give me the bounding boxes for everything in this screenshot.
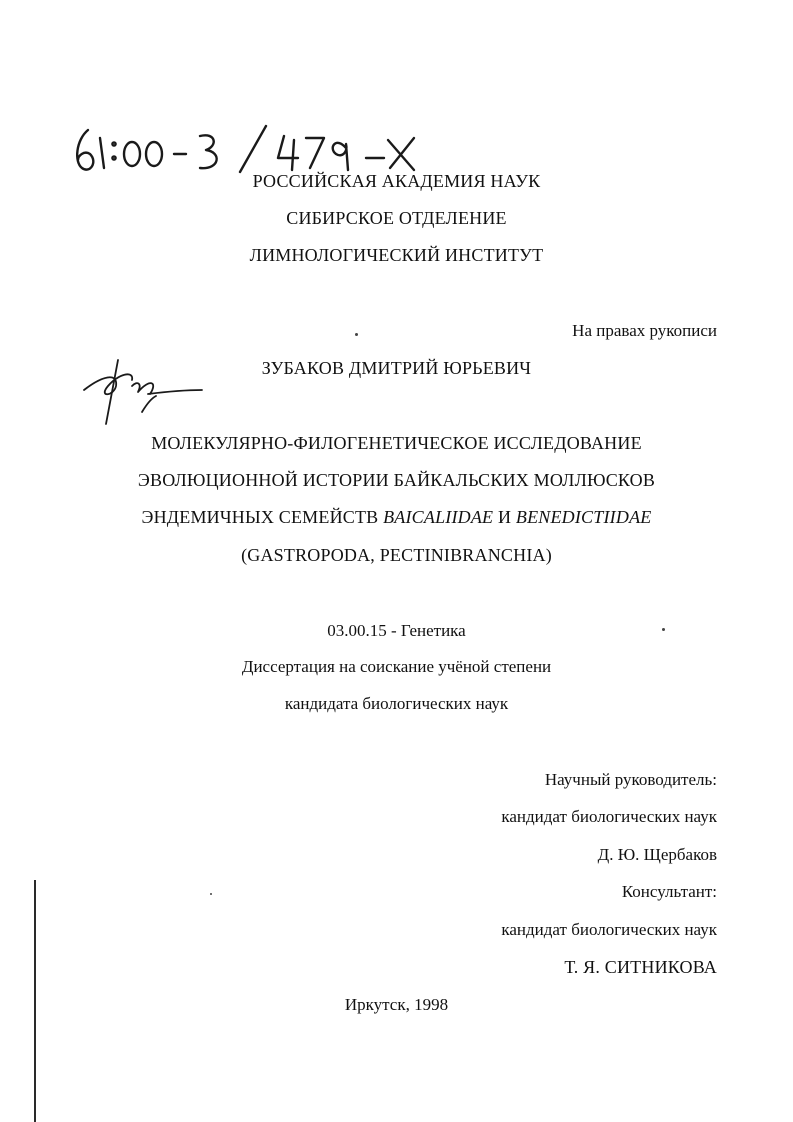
org-line-branch: СИБИРСКОЕ ОТДЕЛЕНИЕ — [286, 208, 507, 228]
family-benedictiidae: BENEDICTIIDAE — [515, 507, 652, 527]
title-line-3 — [0, 507, 793, 527]
specialty: 03.00.15 - Генетика — [327, 621, 466, 640]
supervisor-name: Д. Ю. Щербаков — [597, 845, 717, 864]
org-line-institute: ЛИМНОЛОГИЧЕСКИЙ ИНСТИТУТ — [249, 245, 544, 265]
supervisor-label: Научный руководитель: — [544, 770, 717, 789]
consultant-name: Т. Я. СИТНИКОВА — [564, 957, 717, 977]
scan-speck — [355, 333, 358, 336]
consultant-label: Консультант: — [621, 882, 717, 901]
supervisor-degree: кандидат биологических наук — [501, 807, 717, 826]
degree-line-2: кандидата биологических наук — [284, 694, 509, 713]
consultant-degree: кандидат биологических наук — [501, 920, 717, 939]
degree-line-1: Диссертация на соискание учёной степени — [241, 657, 552, 676]
family-baicaliidae: BAICALIIDAE — [383, 507, 494, 527]
title-line-1: МОЛЕКУЛЯРНО-ФИЛОГЕНЕТИЧЕСКОЕ ИССЛЕДОВАНИЕ — [151, 433, 642, 453]
title-line-3-prefix: ЭНДЕМИЧНЫХ СЕМЕЙСТВ — [141, 507, 384, 527]
title-line-4: (GASTROPODA, PECTINIBRANCHIA) — [241, 545, 552, 565]
scan-speck — [662, 628, 665, 631]
scan-speck — [210, 893, 212, 895]
title-line-3-conjunction: И — [493, 507, 516, 527]
manuscript-note: На правах рукописи — [572, 321, 717, 340]
scan-edge-line — [34, 880, 36, 1122]
org-line-academy: РОССИЙСКАЯ АКАДЕМИЯ НАУК — [252, 171, 541, 191]
title-line-2: ЭВОЛЮЦИОННОЙ ИСТОРИИ БАЙКАЛЬСКИХ МОЛЛЮСКОВ — [137, 470, 656, 490]
author-name: ЗУБАКОВ ДМИТРИЙ ЮРЬЕВИЧ — [261, 358, 532, 378]
place-year: Иркутск, 1998 — [344, 995, 449, 1014]
